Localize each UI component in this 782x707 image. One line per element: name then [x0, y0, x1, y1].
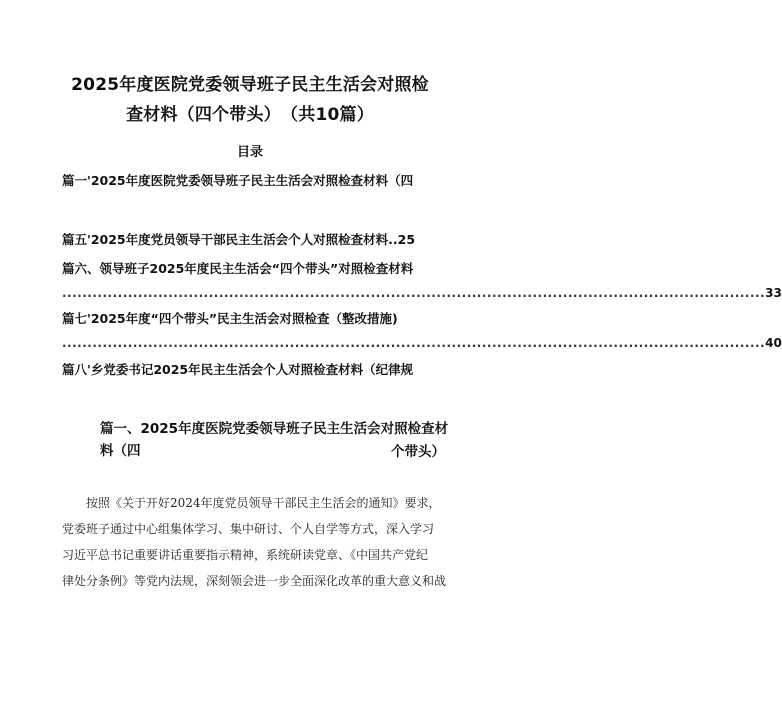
document-title-line-2: 查材料（四个带头） （共10篇） [126, 105, 374, 125]
toc-leader-dots: ........................................................................................................................................... [62, 336, 766, 350]
toc-leader-7 [62, 335, 782, 351]
body-line: 按照《关于开好2024年度党员领导干部民主生活会的通知》要求， [62, 496, 441, 510]
toc-entry-7[interactable]: 篇七'2025年度“四个带头”民主生活会对照检查（整改措施) [62, 311, 398, 326]
body-line: 习近平总书记重要讲话重要指示精神，系统研读党章、《中国共产党纪 [62, 548, 429, 562]
toc-leader-6 [62, 285, 782, 301]
document-title-line-1: 2025年度医院党委领导班子民主生活会对照检 [71, 75, 429, 95]
toc-entry-8[interactable]: 篇八'乡党委书记2025年民主生活会个人对照检查材料（纪律规 [62, 362, 414, 377]
body-line: 律处分条例》等党内法规，深刻领会进一步全面深化改革的重大意义和战 [62, 574, 447, 588]
toc-leader-dots: ........................................................................................................................................... [62, 286, 766, 300]
section-title-line-1: 篇一、2025年度医院党委领导班子民主生活会对照检查材料（四 [100, 421, 449, 459]
toc-page-number: 33 [765, 286, 782, 300]
toc-entry-1[interactable]: 篇一'2025年度医院党委领导班子民主生活会对照检查材料（四 [62, 173, 414, 188]
body-paragraph [62, 490, 446, 594]
section-title-line-2: 个带头） [391, 444, 445, 460]
toc-entry-6[interactable]: 篇六、领导班子2025年度民主生活会“四个带头”对照检查材料 [62, 261, 414, 276]
toc-page-number: 40 [765, 336, 782, 350]
toc-entry-5[interactable]: 篇五'2025年度党员领导干部民主生活会个人对照检查材料..25 [62, 232, 416, 247]
body-line: 党委班子通过中心组集体学习、集中研讨、个人自学等方式，深入学习 [62, 522, 435, 536]
toc-heading: 目录 [236, 145, 263, 160]
